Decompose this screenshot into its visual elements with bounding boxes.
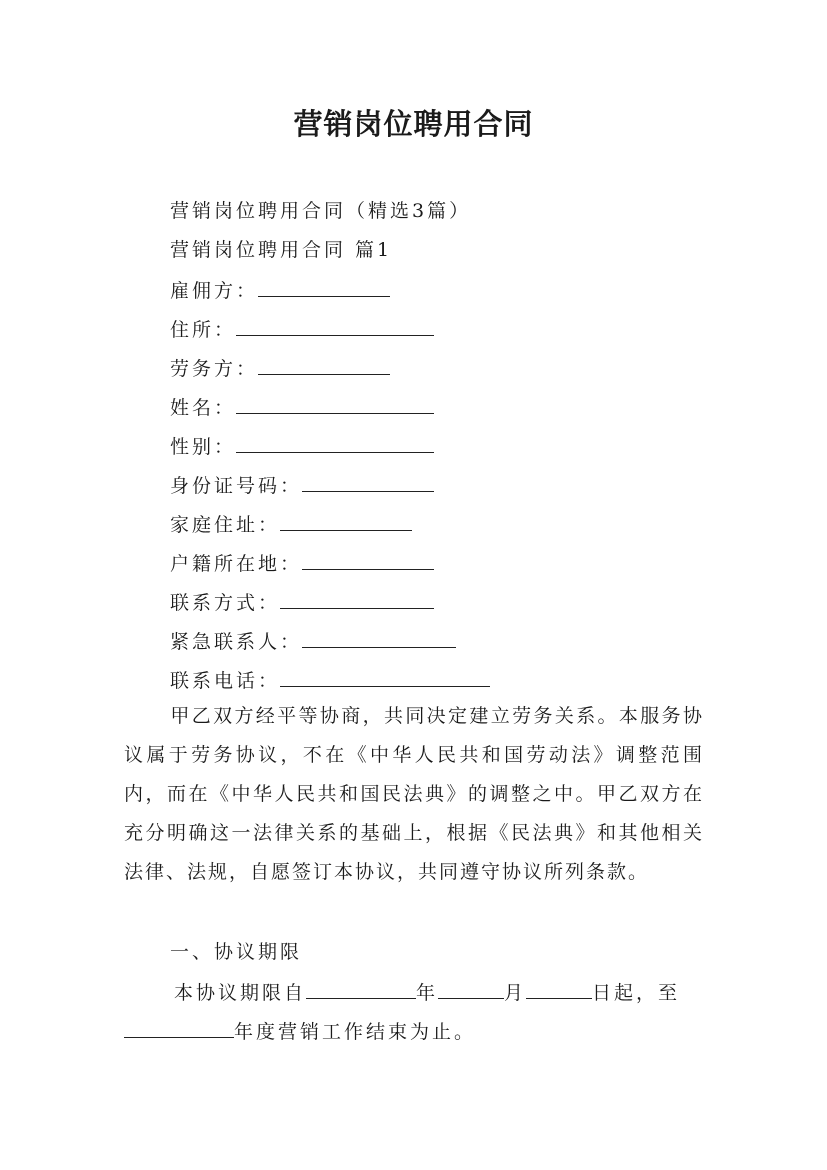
blank-line <box>236 316 434 336</box>
clause-text: 年度营销工作结束为止。 <box>234 1021 477 1043</box>
blank-day <box>526 979 592 999</box>
field-label: 家庭住址： <box>170 514 281 536</box>
blank-end-year <box>124 1018 234 1038</box>
blank-line <box>302 628 456 648</box>
field-contact-method <box>170 589 434 615</box>
section-title: 营销岗位聘用合同 篇1 <box>170 239 393 261</box>
clause-1-line-1 <box>174 979 680 1005</box>
blank-line <box>280 589 434 609</box>
field-label: 姓名： <box>170 397 237 419</box>
field-home-address <box>170 511 412 537</box>
blank-line <box>258 355 390 375</box>
blank-year <box>306 979 416 999</box>
field-name <box>170 394 434 420</box>
document-title: 营销岗位聘用合同 <box>293 107 534 141</box>
clause-text: 月 <box>504 982 527 1004</box>
clause-text: 年 <box>416 982 439 1004</box>
field-label: 身份证号码： <box>170 475 303 497</box>
blank-line <box>236 394 434 414</box>
field-id-number <box>170 472 434 498</box>
field-label: 联系电话： <box>170 670 281 692</box>
blank-line <box>302 472 434 492</box>
field-gender <box>170 433 434 459</box>
field-address <box>170 316 434 342</box>
blank-month <box>438 979 504 999</box>
field-emergency-contact <box>170 628 456 654</box>
clause-text: 日起，至 <box>592 982 681 1004</box>
field-label: 住所： <box>170 319 237 341</box>
field-label: 户籍所在地： <box>170 553 303 575</box>
clause-1-line-2 <box>124 1018 476 1044</box>
field-label: 劳务方： <box>170 358 259 380</box>
intro-text: 甲乙双方经平等协商，共同决定建立劳务关系。本服务协议属于劳务协议，不在《中华人民共和国劳动法》调整范围内，而在《中华人民共和国民法典》的调整之中。甲乙双方在充分明确这一法律关系的基础上，根据《民法典》和其他相关法律、法规，自愿签订本协议，共同遵守协议所列条款。 <box>124 705 704 883</box>
field-label: 雇佣方： <box>170 280 259 302</box>
document-subtitle: 营销岗位聘用合同（精选3篇） <box>170 200 472 222</box>
field-label: 紧急联系人： <box>170 631 303 653</box>
blank-line <box>236 433 434 453</box>
field-worker <box>170 355 390 381</box>
field-phone <box>170 667 490 693</box>
clause-1-heading: 一、协议期限 <box>170 941 303 963</box>
field-household-registration <box>170 550 434 576</box>
blank-line <box>280 511 412 531</box>
field-employer <box>170 277 390 303</box>
field-label: 性别： <box>170 436 237 458</box>
blank-line <box>258 277 390 297</box>
field-label: 联系方式： <box>170 592 281 614</box>
blank-line <box>280 667 490 687</box>
intro-paragraph <box>124 697 704 892</box>
blank-line <box>302 550 434 570</box>
clause-text: 本协议期限自 <box>174 982 307 1004</box>
